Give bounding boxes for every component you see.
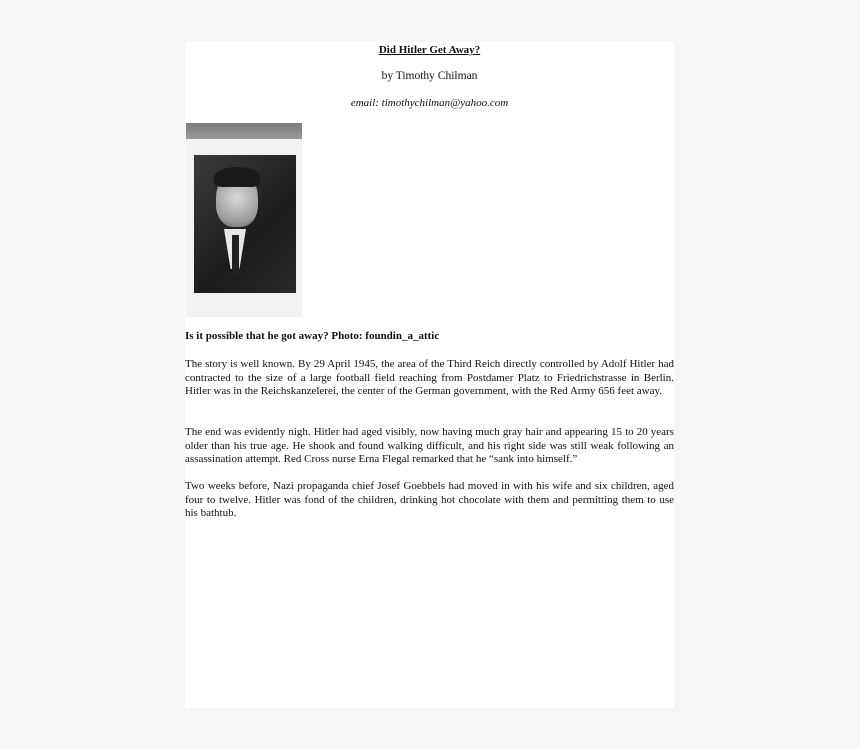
portrait-photo bbox=[186, 123, 302, 317]
paragraph: The story is well known. By 29 April 1945, the area of the Third Reich directly controlled by Adolf Hitler had contracted to the size of a large football field reaching from Postdamer Platz to Friedrichstrasse in Berlin. Hitler was in the Reichskanzelerei, the center of the German government, with the Red Army 656 feet away. bbox=[185, 358, 674, 397]
paragraph: The end was evidently nigh. Hitler had aged visibly, now having much gray hair and appearing 15 to 20 years older than his true age. He shook and found walking difficult, and his right side was still weak following an assassination attempt. Red Cross nurse Erna Flegal remarked that he “sank into himself.” bbox=[185, 426, 674, 465]
portrait-tie bbox=[232, 235, 239, 275]
document-title: Did Hitler Get Away? bbox=[378, 44, 481, 56]
portrait-frame bbox=[194, 155, 296, 293]
author-line: by Timothy Chilman bbox=[381, 70, 478, 82]
author-email: email: timothychilman@yahoo.com bbox=[350, 97, 509, 109]
photo-caption: Is it possible that he got away? Photo: foundin_a_attic bbox=[185, 330, 440, 342]
photo-top-strip bbox=[186, 123, 302, 139]
paragraph: Two weeks before, Nazi propaganda chief Josef Goebbels had moved in with his wife and six children, aged four to twelve. Hitler was fond of the children, drinking hot chocolate with them and permitting them to use his bathtub. bbox=[185, 480, 674, 519]
portrait-hair bbox=[214, 167, 260, 187]
document-page bbox=[185, 42, 674, 708]
